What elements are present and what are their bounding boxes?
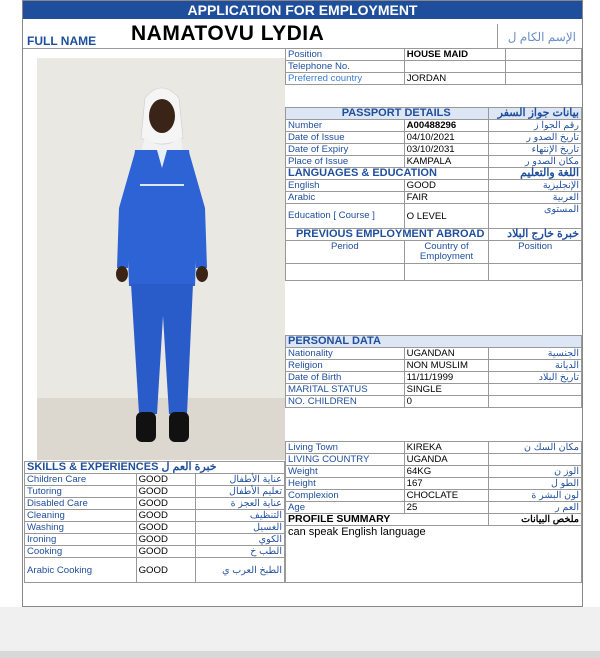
complexion-value: CHOCLATE <box>404 490 489 502</box>
table-row <box>286 61 582 73</box>
skill-label: Tutoring <box>25 486 137 498</box>
passport-languages-table <box>285 107 582 281</box>
table-row <box>286 478 582 490</box>
height-arabic: الطو ل <box>489 478 582 490</box>
skills-title <box>25 462 285 474</box>
form-title: APPLICATION FOR EMPLOYMENT <box>23 1 582 19</box>
skill-label: Cleaning <box>25 510 137 522</box>
place-of-issue-label: Place of Issue <box>286 156 405 168</box>
weight-arabic: الوز ن <box>489 466 582 478</box>
divider <box>497 24 498 48</box>
table-row <box>286 348 582 360</box>
profile-title-arabic: ملخص البيانات <box>489 514 582 526</box>
table-row <box>286 156 582 168</box>
living-table <box>285 441 582 583</box>
arabic-arabic: العربية <box>489 192 582 204</box>
skill-value: GOOD <box>136 498 196 510</box>
height-value: 167 <box>404 478 489 490</box>
application-form <box>22 0 583 607</box>
religion-arabic: الديانة <box>489 360 582 372</box>
skill-label: Children Care <box>25 474 137 486</box>
empty-cell <box>286 264 405 281</box>
prev-employment-title-arabic: خبرة خارج البلاد <box>489 229 582 241</box>
living-town-arabic: مكان السك ن <box>489 442 582 454</box>
table-row <box>286 502 582 514</box>
height-label: Height <box>286 478 405 490</box>
position-label: Position <box>286 49 405 61</box>
religion-label: Religion <box>286 360 405 372</box>
skill-arabic: الكوي <box>196 534 285 546</box>
passport-title-arabic: بيانات جواز السفر <box>489 108 582 120</box>
age-arabic: العم ر <box>489 502 582 514</box>
nationality-arabic: الجنسية <box>489 348 582 360</box>
col-period: Period <box>286 241 405 264</box>
table-row <box>286 180 582 192</box>
table-row <box>286 132 582 144</box>
skill-value: GOOD <box>136 522 196 534</box>
marital-label: MARITAL STATUS <box>286 384 405 396</box>
expiry-date-label: Date of Expiry <box>286 144 405 156</box>
dob-arabic: تاريخ البلاد <box>489 372 582 384</box>
languages-header-row <box>286 168 582 180</box>
skill-value: GOOD <box>136 510 196 522</box>
table-row <box>286 204 582 229</box>
skill-arabic: الطب خ <box>196 546 285 558</box>
skills-table <box>24 461 285 583</box>
table-row <box>286 396 582 408</box>
table-row <box>286 466 582 478</box>
table-row <box>286 49 582 61</box>
table-row <box>25 498 285 510</box>
prev-employment-header-row <box>286 229 582 241</box>
dob-label: Date of Birth <box>286 372 405 384</box>
empty-cell <box>506 73 582 85</box>
preferred-country-label: Preferred country <box>286 73 405 85</box>
place-of-issue-value: KAMPALA <box>404 156 489 168</box>
skill-label: Cooking <box>25 546 137 558</box>
table-row <box>25 474 285 486</box>
full-name-value: NAMATOVU LYDIA <box>131 22 325 45</box>
table-row <box>286 384 582 396</box>
table-row <box>286 192 582 204</box>
passport-title: PASSPORT DETAILS <box>286 108 489 120</box>
marital-arabic <box>489 384 582 396</box>
col-country: Country of Employment <box>404 241 489 264</box>
applicant-photo <box>37 58 285 460</box>
skill-label: Ironing <box>25 534 137 546</box>
passport-number-arabic: رقم الجوا ز <box>489 120 582 132</box>
table-row <box>286 264 582 281</box>
education-arabic: المستوى <box>489 204 582 229</box>
complexion-arabic: لون البشر ة <box>489 490 582 502</box>
marital-value: SINGLE <box>404 384 489 396</box>
empty-cell <box>489 264 582 281</box>
weight-value: 64KG <box>404 466 489 478</box>
place-of-issue-arabic: مكان الصدو ر <box>489 156 582 168</box>
page-bottom-area <box>0 607 600 658</box>
skill-value: GOOD <box>136 558 196 583</box>
empty-cell <box>506 49 582 61</box>
applicant-photo-drawing <box>37 58 285 460</box>
age-label: Age <box>286 502 405 514</box>
dob-value: 11/11/1999 <box>404 372 489 384</box>
education-value: O LEVEL <box>404 204 489 229</box>
prev-employment-columns <box>286 241 582 264</box>
preferred-country-value: JORDAN <box>404 73 506 85</box>
personal-data-table <box>285 335 582 408</box>
skill-arabic: تعليم الأطفال <box>196 486 285 498</box>
arabic-value: FAIR <box>404 192 489 204</box>
table-row <box>286 442 582 454</box>
telephone-value <box>404 61 506 73</box>
table-row <box>25 534 285 546</box>
profile-header-row <box>286 514 582 526</box>
full-name-row <box>23 20 582 49</box>
skill-value: GOOD <box>136 486 196 498</box>
issue-date-arabic: تاريخ الصدو ر <box>489 132 582 144</box>
skills-title-arabic: خبرة العم ل <box>161 461 217 473</box>
table-row <box>25 510 285 522</box>
prev-employment-title: PREVIOUS EMPLOYMENT ABROAD <box>286 229 489 241</box>
skill-arabic: الطبخ العرب ي <box>196 558 285 583</box>
living-country-label: LIVING COUNTRY <box>286 454 405 466</box>
skill-value: GOOD <box>136 474 196 486</box>
education-label: Education [ Course ] <box>286 204 405 229</box>
col-position: Position <box>489 241 582 264</box>
english-arabic: الإنجليزية <box>489 180 582 192</box>
table-row <box>286 372 582 384</box>
expiry-date-value: 03/10/2031 <box>404 144 489 156</box>
living-country-arabic <box>489 454 582 466</box>
profile-title: PROFILE SUMMARY <box>286 514 489 526</box>
full-name-arabic: الإسم الكام ل <box>507 30 576 44</box>
bottom-divider <box>0 651 600 658</box>
table-row <box>286 120 582 132</box>
arabic-label: Arabic <box>286 192 405 204</box>
table-row <box>25 558 285 583</box>
personal-header-row <box>286 336 582 348</box>
living-town-value: KIREKA <box>404 442 489 454</box>
table-row <box>25 546 285 558</box>
telephone-label: Telephone No. <box>286 61 405 73</box>
children-label: NO. CHILDREN <box>286 396 405 408</box>
table-row <box>286 360 582 372</box>
skill-arabic: التنظيف <box>196 510 285 522</box>
profile-text: can speak English language <box>286 526 582 583</box>
position-value: HOUSE MAID <box>404 49 506 61</box>
complexion-label: Complexion <box>286 490 405 502</box>
full-name-label: FULL NAME <box>27 34 97 48</box>
empty-cell <box>404 264 489 281</box>
table-row <box>25 522 285 534</box>
nationality-value: UGANDAN <box>404 348 489 360</box>
passport-number-label: Number <box>286 120 405 132</box>
personal-title: PERSONAL DATA <box>286 336 582 348</box>
languages-title: LANGUAGES & EDUCATION <box>286 168 489 180</box>
skill-arabic: عناية العجز ة <box>196 498 285 510</box>
children-arabic <box>489 396 582 408</box>
issue-date-value: 04/10/2021 <box>404 132 489 144</box>
table-row <box>286 144 582 156</box>
issue-date-label: Date of Issue <box>286 132 405 144</box>
top-info-table <box>285 48 582 85</box>
living-country-value: UGANDA <box>404 454 489 466</box>
passport-number-value: A00488296 <box>404 120 489 132</box>
skill-value: GOOD <box>136 546 196 558</box>
weight-label: Weight <box>286 466 405 478</box>
expiry-date-arabic: تاريخ الإنتهاء <box>489 144 582 156</box>
religion-value: NON MUSLIM <box>404 360 489 372</box>
skill-value: GOOD <box>136 534 196 546</box>
skill-label: Arabic Cooking <box>25 558 137 583</box>
living-town-label: Living Town <box>286 442 405 454</box>
english-label: English <box>286 180 405 192</box>
english-value: GOOD <box>404 180 489 192</box>
table-row <box>286 73 582 85</box>
profile-text-row <box>286 526 582 583</box>
table-row <box>286 454 582 466</box>
empty-cell <box>506 61 582 73</box>
languages-title-arabic: اللغة والتعليم <box>489 168 582 180</box>
age-value: 25 <box>404 502 489 514</box>
table-row <box>25 486 285 498</box>
passport-header-row <box>286 108 582 120</box>
skill-arabic: عناية الأطفال <box>196 474 285 486</box>
skills-title-text: SKILLS & EXPERIENCES <box>27 461 159 473</box>
table-row <box>286 490 582 502</box>
skill-label: Washing <box>25 522 137 534</box>
skill-label: Disabled Care <box>25 498 137 510</box>
nationality-label: Nationality <box>286 348 405 360</box>
children-value: 0 <box>404 396 489 408</box>
skills-header-row <box>25 462 285 474</box>
skill-arabic: الغسيل <box>196 522 285 534</box>
